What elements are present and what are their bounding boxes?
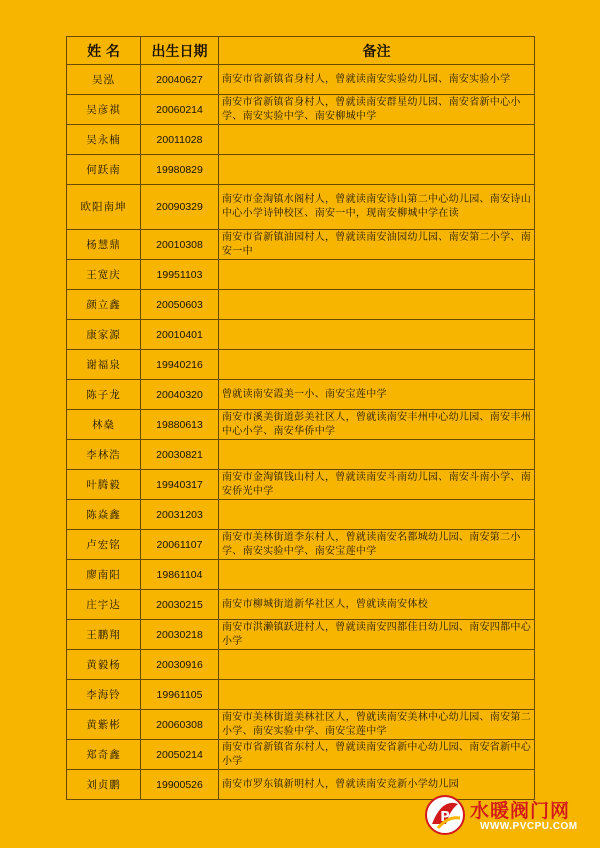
- table-row: [67, 740, 535, 770]
- row-note: [219, 290, 535, 320]
- row-note: [219, 320, 535, 350]
- row-date: 19861104: [141, 560, 219, 590]
- header-note: 备注: [219, 37, 535, 65]
- row-name: 陈焱鑫: [67, 500, 141, 530]
- table-row: [67, 185, 535, 230]
- table-row: [67, 95, 535, 125]
- table-row: [67, 65, 535, 95]
- row-note: 南安市金淘镇钱山村人，曾就读南安斗南幼儿园、南安斗南小学、南安侨光中学: [219, 470, 535, 500]
- row-name: 颜立鑫: [67, 290, 141, 320]
- row-name: 吴泓: [67, 65, 141, 95]
- row-date: 20040320: [141, 380, 219, 410]
- row-name: 康家源: [67, 320, 141, 350]
- row-name: 黄紫彬: [67, 710, 141, 740]
- row-date: 19940216: [141, 350, 219, 380]
- row-note: 南安市金淘镇水阁村人，曾就读南安诗山第二中心幼儿园、南安诗山中心小学诗钟校区、南安一中，现南安柳城中学在读: [219, 185, 535, 230]
- row-date: 20030218: [141, 620, 219, 650]
- watermark: [424, 794, 600, 848]
- row-name: 李林浩: [67, 440, 141, 470]
- table-row: [67, 320, 535, 350]
- row-name: 吴彦祺: [67, 95, 141, 125]
- row-date: 19951103: [141, 260, 219, 290]
- row-name: 林燊: [67, 410, 141, 440]
- row-name: 廖南阳: [67, 560, 141, 590]
- row-date: 20061107: [141, 530, 219, 560]
- row-name: 谢福泉: [67, 350, 141, 380]
- row-note: [219, 680, 535, 710]
- table-row: [67, 470, 535, 500]
- row-note: 南安市洪濑镇跃进村人，曾就读南安四都佳日幼儿园、南安四都中心小学: [219, 620, 535, 650]
- row-note: [219, 260, 535, 290]
- row-note: 南安市省新镇油园村人，曾就读南安油园幼儿园、南安第二小学、南安一中: [219, 230, 535, 260]
- row-date: 20050214: [141, 740, 219, 770]
- row-note: 南安市罗东镇新明村人，曾就读南安竞新小学幼儿园: [219, 770, 535, 800]
- birth-record-sheet: [66, 36, 534, 800]
- row-date: 20030821: [141, 440, 219, 470]
- row-date: 19961105: [141, 680, 219, 710]
- row-date: 20040627: [141, 65, 219, 95]
- row-note: [219, 125, 535, 155]
- row-date: 19880613: [141, 410, 219, 440]
- header-row: [67, 37, 535, 65]
- table-row: [67, 560, 535, 590]
- row-name: 卢宏铭: [67, 530, 141, 560]
- table-row: [67, 290, 535, 320]
- row-name: 欧阳南坤: [67, 185, 141, 230]
- table-row: [67, 650, 535, 680]
- table-row: [67, 380, 535, 410]
- watermark-title: 水暖阀门网: [470, 800, 571, 822]
- row-name: 叶腾毅: [67, 470, 141, 500]
- header-date: 出生日期: [141, 37, 219, 65]
- row-date: 20011028: [141, 125, 219, 155]
- row-note: [219, 350, 535, 380]
- row-date: 20060214: [141, 95, 219, 125]
- svg-text:P: P: [440, 810, 450, 825]
- table-row: [67, 620, 535, 650]
- table-row: [67, 500, 535, 530]
- row-note: 南安市柳城街道新华社区人，曾就读南安体校: [219, 590, 535, 620]
- table-row: [67, 530, 535, 560]
- row-date: 20060308: [141, 710, 219, 740]
- row-date: 20030916: [141, 650, 219, 680]
- row-note: 南安市省新镇省东村人，曾就读南安省新中心幼儿园、南安省新中心小学: [219, 740, 535, 770]
- row-date: 20030215: [141, 590, 219, 620]
- row-note: [219, 500, 535, 530]
- row-name: 黄毅杨: [67, 650, 141, 680]
- row-name: 王鹏翔: [67, 620, 141, 650]
- row-note: [219, 650, 535, 680]
- table-row: [67, 260, 535, 290]
- row-date: 19980829: [141, 155, 219, 185]
- record-rows: [67, 65, 535, 800]
- row-note: 南安市美林街道美林社区人，曾就读南安美林中心幼儿园、南安第二小学、南安实验中学、南安宝莲中学: [219, 710, 535, 740]
- row-note: [219, 440, 535, 470]
- row-note: 南安市省新镇省身村人，曾就读南安群星幼儿园、南安省新中心小学、南安实验中学、南安柳城中学: [219, 95, 535, 125]
- table-row: [67, 410, 535, 440]
- row-date: 20010308: [141, 230, 219, 260]
- row-date: 19940317: [141, 470, 219, 500]
- table-row: [67, 590, 535, 620]
- row-date: 20090329: [141, 185, 219, 230]
- row-note: 曾就读南安霞美一小、南安宝莲中学: [219, 380, 535, 410]
- row-name: 杨慧鼎: [67, 230, 141, 260]
- record-table: [66, 36, 535, 800]
- row-name: 吴永楠: [67, 125, 141, 155]
- row-date: 20010401: [141, 320, 219, 350]
- row-date: 20050603: [141, 290, 219, 320]
- row-note: 南安市美林街道李东村人，曾就读南安名都城幼儿园、南安第二小学、南安实验中学、南安宝莲中学: [219, 530, 535, 560]
- table-row: [67, 680, 535, 710]
- row-name: 庄宇达: [67, 590, 141, 620]
- row-note: [219, 155, 535, 185]
- row-name: 李海铃: [67, 680, 141, 710]
- table-row: [67, 125, 535, 155]
- row-name: 何跃南: [67, 155, 141, 185]
- table-row: [67, 710, 535, 740]
- row-name: 陈子龙: [67, 380, 141, 410]
- header-name: 姓 名: [67, 37, 141, 65]
- watermark-url: WWW.PVCPU.COM: [480, 821, 578, 832]
- row-name: 刘贞鹏: [67, 770, 141, 800]
- row-date: 19900526: [141, 770, 219, 800]
- row-note: 南安市溪美街道彭美社区人，曾就读南安丰州中心幼儿园、南安丰州中心小学、南安华侨中学: [219, 410, 535, 440]
- table-row: [67, 350, 535, 380]
- table-row: [67, 230, 535, 260]
- row-name: 郑奇鑫: [67, 740, 141, 770]
- table-row: [67, 155, 535, 185]
- row-date: 20031203: [141, 500, 219, 530]
- row-note: [219, 560, 535, 590]
- row-note: 南安市省新镇省身村人，曾就读南安实验幼儿园、南安实验小学: [219, 65, 535, 95]
- table-row: [67, 440, 535, 470]
- pv-logo-icon: [424, 794, 466, 836]
- row-name: 王宽庆: [67, 260, 141, 290]
